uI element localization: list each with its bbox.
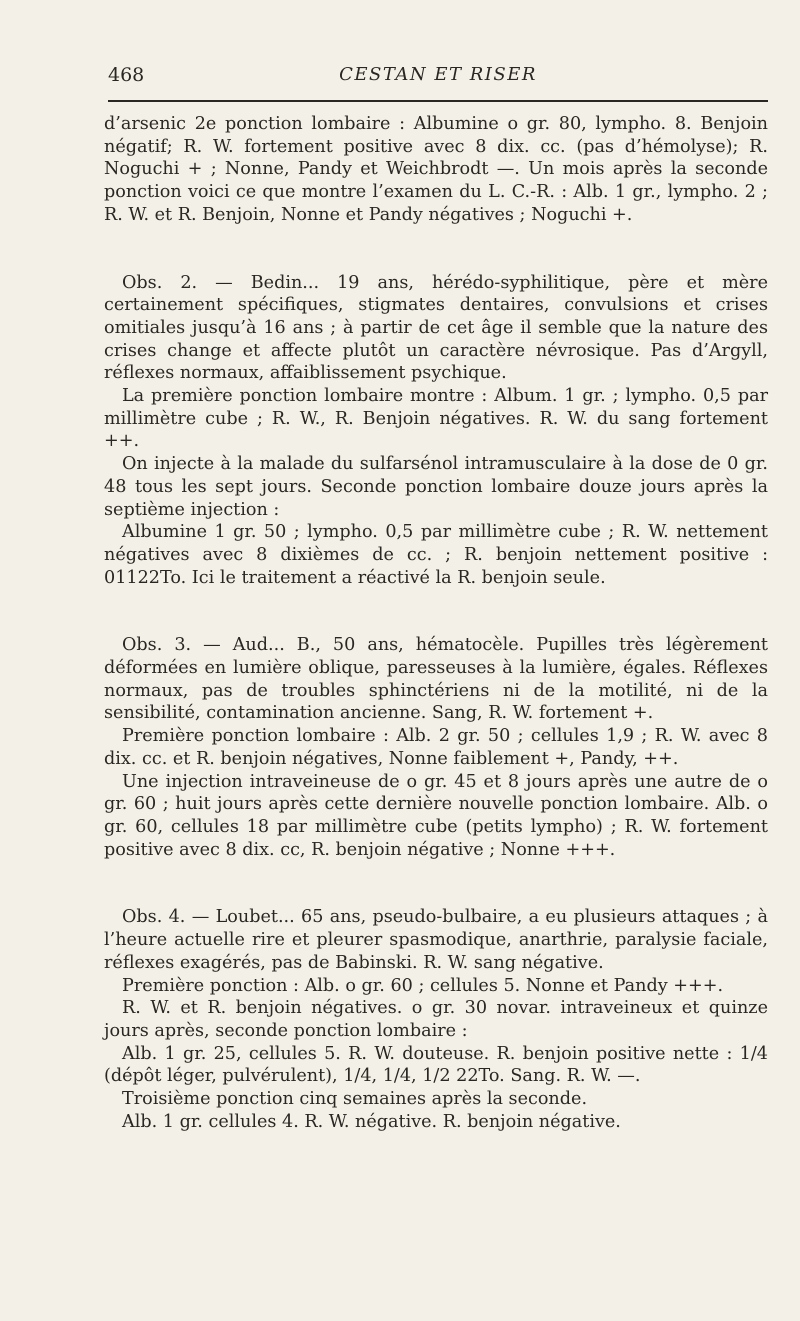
paragraph-obs-4-third-puncture: Troisième ponction cinq semaines après la seconde. bbox=[122, 1089, 588, 1110]
paragraph-obs-2-first-puncture: La première ponction lombaire montre : Album. 1 gr. ; lympho. 0,5 par millimètre cube ; R. W., R. Benjoin négatives. R. W. du sang fortement ++. bbox=[104, 386, 768, 452]
page-number: 468 bbox=[108, 64, 145, 86]
paragraph-obs-2-results: Albumine 1 gr. 50 ; lympho. 0,5 par millimètre cube ; R. W. nettement négatives avec 8 dixièmes de cc. ; R. benjoin nettement positive : 01122To. Ici le traitement a réactivé la R. benjoin seule. bbox=[104, 522, 768, 588]
body-text bbox=[104, 113, 768, 1133]
paragraph-obs-3: Obs. 3. — Aud... B., 50 ans, hématocèle. Pupilles très légèrement déformées en lumière oblique, paresseuses à la lumière, égales. Réflexes normaux, pas de troubles sphinctériens ni de la motilité, ni de la sensibilité, contamination ancienne. Sang, R. W. fortement +. bbox=[104, 635, 768, 724]
paragraph-obs-3-first-puncture: Première ponction lombaire : Alb. 2 gr. 50 ; cellules 1,9 ; R. W. avec 8 dix. cc. et R. benjoin négatives, Nonne faiblement +, Pandy, ++. bbox=[104, 726, 768, 769]
paragraph-obs-4: Obs. 4. — Loubet... 65 ans, pseudo-bulbaire, a eu plusieurs attaques ; à l’heure actuelle rire et pleurer spasmodique, anarthrie, paralysie faciale, réflexes exagérés, pas de Babinski. R. W. sang négative. bbox=[104, 907, 768, 973]
paragraph-obs-2: Obs. 2. — Bedin... 19 ans, hérédo-syphilitique, père et mère certainement spécifiques, stigmates dentaires, convulsions et crises omitiales jusqu’à 16 ans ; à partir de cet âge il semble que la nature des crises change et affecte plutôt un caractère névrosique. Pas d’Argyll, réflexes normaux, affaiblissement psychique. bbox=[104, 272, 768, 384]
paragraph-obs-2-injection: On injecte à la malade du sulfarsénol intramusculaire à la dose de 0 gr. 48 tous les sept jours. Seconde ponction lombaire douze jours après la septième injection : bbox=[104, 454, 768, 520]
paragraph-obs-4-first-puncture: Première ponction : Alb. o gr. 60 ; cellules 5. Nonne et Pandy +++. bbox=[122, 975, 724, 996]
paragraph-obs-4-second-puncture: R. W. et R. benjoin négatives. o gr. 30 novar. intraveineux et quinze jours après, seconde ponction lombaire : bbox=[104, 998, 768, 1041]
header-title: CESTAN ET RISER bbox=[339, 64, 537, 85]
paragraph-arsenic-continuation: d’arsenic 2e ponction lombaire : Albumine o gr. 80, lympho. 8. Benjoin négatif; R. W. fortement positive avec 8 dix. cc. (pas d’hémolyse); R. Noguchi + ; Nonne, Pandy et Weichbrodt —. Un mois après la seconde ponction voici ce que montre l’examen du L. C.-R. : Alb. 1 gr., lympho. 2 ; R. W. et R. Benjoin, Nonne et Pandy négatives ; Noguchi +. bbox=[104, 114, 768, 225]
header-rule bbox=[108, 100, 768, 102]
running-head bbox=[108, 64, 768, 88]
paragraph-obs-3-injection: Une injection intraveineuse de o gr. 45 et 8 jours après une autre de o gr. 60 ; huit jours après cette dernière nouvelle ponction lombaire. Alb. o gr. 60, cellules 18 par millimètre cube (petits lympho) ; R. W. fortement positive avec 8 dix. cc, R. benjoin négative ; Nonne +++. bbox=[104, 771, 768, 860]
paragraph-obs-4-final: Alb. 1 gr. cellules 4. R. W. négative. R. benjoin négative. bbox=[122, 1111, 621, 1132]
paragraph-obs-4-results: Alb. 1 gr. 25, cellules 5. R. W. douteuse. R. benjoin positive nette : 1/4 (dépôt léger, pulvérulent), 1/4, 1/4, 1/2 22To. Sang. R. W. —. bbox=[104, 1043, 768, 1087]
